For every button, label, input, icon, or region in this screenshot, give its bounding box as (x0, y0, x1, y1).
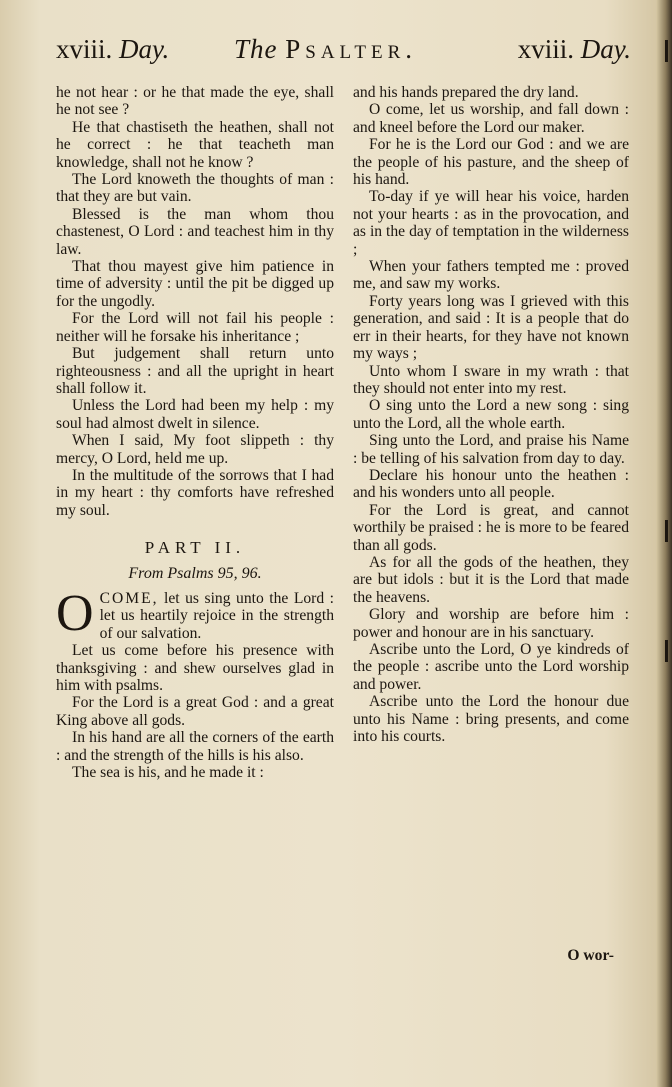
psalm-source: From Psalms 95, 96. (128, 564, 262, 582)
verse: Unless the Lord had been my help : my soul had almost dwelt in silence. (56, 397, 334, 432)
verse: O come, let us worship, and fall down : and kneel before the Lord our maker. (353, 101, 629, 136)
edge-mark (665, 640, 668, 662)
verse: But judgement shall return unto righteousness : and all the upright in heart shall follow it. (56, 345, 334, 397)
verse: Forty years long was I grieved with this generation, and said : It is a people that do err in their hearts, for they have not known my ways ; (353, 292, 629, 363)
header-left-day-number: xviii. (56, 34, 113, 64)
verse: and his hands prepared the dry land. (353, 84, 579, 101)
verse: Glory and worship are before him : power and honour are in his sanctuary. (353, 606, 629, 641)
header-right-day (518, 34, 631, 65)
verse: When your fathers tempted me : proved me, and saw my works. (353, 258, 629, 293)
header-right-day-word: Day. (580, 34, 631, 64)
verse: He that chastiseth the heathen, shall not he correct : he that teacheth man knowledge, shall not he know ? (56, 118, 334, 171)
header-left-day-word: Day. (119, 34, 170, 64)
page-edge (656, 0, 672, 1087)
verse: When I said, My foot slippeth : thy mercy, O Lord, held me up. (56, 432, 334, 467)
verse: Unto whom I sware in my wrath : that they should not enter into my rest. (353, 362, 629, 397)
header-left-day (56, 34, 169, 65)
verse: O sing unto the Lord a new song : sing unto the Lord, all the whole earth. (353, 397, 629, 432)
header-title-article: The (234, 34, 278, 64)
verse: For the Lord is a great God : and a great King above all gods. (56, 694, 334, 729)
part-title: PART II. (144, 538, 246, 558)
right-column (353, 84, 629, 745)
verse: he not hear : or he that made the eye, shall he not see ? (56, 84, 334, 119)
verse: Declare his honour unto the heathen : and his wonders unto all people. (353, 466, 629, 502)
verse: Blessed is the man whom thou chastenest, O Lord : and teachest him in thy law. (56, 205, 334, 258)
verse: In his hand are all the corners of the earth : and the strength of the hills is his also. (56, 729, 334, 764)
verse: Let us come before his presence with thanksgiving : and shew ourselves glad in him with psalms. (56, 642, 334, 694)
left-column (56, 84, 334, 781)
verse: As for all the gods of the heathen, they are but idols : but it is the Lord that made the heavens. (353, 553, 629, 606)
verse: Ascribe unto the Lord the honour due unto his Name : bring presents, and come into his courts. (353, 693, 629, 746)
verse: For the Lord is great, and cannot worthily be praised : he is more to be feared than all gods. (353, 501, 629, 554)
verse: In the multitude of the sorrows that I had in my heart : thy comforts have refreshed my soul. (56, 466, 334, 519)
verse: That thou mayest give him patience in time of adversity : until the pit be digged up for the ungodly. (56, 258, 334, 310)
edge-mark (665, 40, 668, 62)
drop-cap: O (56, 584, 94, 642)
header-right-day-number: xviii. (517, 34, 574, 64)
verse: To-day if ye will hear his voice, harden not your hearts : as in the provocation, and as in the day of temptation in the wilderness ; (353, 188, 629, 258)
verse: For he is the Lord our God : and we are the people of his pasture, and the sheep of his hand. (353, 136, 629, 189)
opening-verse (56, 584, 334, 642)
verse: Sing unto the Lord, and praise his Name : be telling of his salvation from day to day. (353, 432, 629, 467)
running-head (56, 34, 631, 74)
verse: For the Lord will not fail his people : neither will he forsake his inheritance ; (56, 310, 334, 345)
verse: The Lord knoweth the thoughts of man : that they are but vain. (56, 171, 334, 206)
edge-mark (665, 520, 668, 542)
opening-rest: let us sing unto the Lord : let us heartily rejoice in the strength of our salvation. (99, 589, 334, 642)
header-title (234, 34, 417, 65)
verse: Ascribe unto the Lord, O ye kindreds of the people : ascribe unto the Lord worship and power. (353, 641, 629, 693)
header-title-word: Psalter. (285, 34, 418, 64)
verse: The sea is his, and he made it : (72, 764, 264, 782)
catchword: O wor- (567, 947, 614, 964)
opening-caps: COME, (99, 589, 159, 607)
